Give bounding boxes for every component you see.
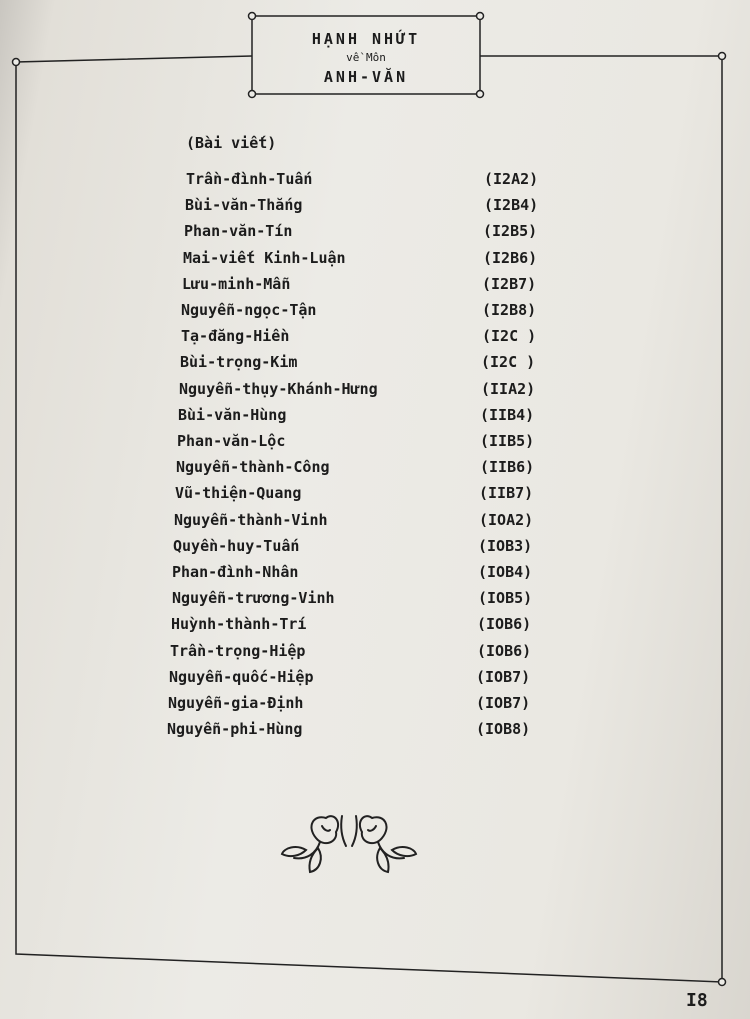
student-class: (I2C ) xyxy=(481,353,536,371)
title-line-1: HẠNH NHỨT xyxy=(311,30,421,48)
student-class: (IIB4) xyxy=(480,406,535,424)
student-class: (IIB6) xyxy=(480,458,535,476)
student-name: Nguyễn-thành-Vinh xyxy=(174,511,328,529)
student-name: Tạ-đăng-Hiền xyxy=(181,327,290,345)
student-class: (IIB7) xyxy=(479,484,534,502)
student-class: (IIA2) xyxy=(481,380,536,398)
student-class: (I2A2) xyxy=(484,170,539,188)
student-name: Nguyễn-ngọc-Tận xyxy=(181,301,317,319)
title-line-3: ANH-VĂN xyxy=(323,68,409,86)
student-class: (IOA2) xyxy=(479,511,534,529)
student-name: Bùi-văn-Thắng xyxy=(185,196,303,214)
title-box xyxy=(252,16,480,94)
student-name: Nguyễn-thành-Công xyxy=(176,458,330,476)
student-class: (I2C ) xyxy=(482,327,537,345)
student-name: Vũ-thiện-Quang xyxy=(175,484,302,502)
student-name: Nguyễn-quốc-Hiệp xyxy=(169,668,314,686)
student-class: (I2B5) xyxy=(483,222,538,240)
student-name: Lưu-minh-Mẫn xyxy=(182,275,291,293)
section-label: (Bài viết) xyxy=(186,134,277,152)
student-class: (I2B7) xyxy=(482,275,537,293)
student-name: Mai-viết Kinh-Luận xyxy=(183,249,346,267)
student-name: Bùi-trọng-Kim xyxy=(180,353,298,371)
student-class: (I2B8) xyxy=(482,301,537,319)
student-name: Trần-trọng-Hiệp xyxy=(170,642,306,660)
student-name: Phan-văn-Tín xyxy=(184,222,293,240)
student-class: (I2B4) xyxy=(484,196,539,214)
student-name: Quyền-huy-Tuấn xyxy=(173,537,300,555)
student-name: Huỳnh-thành-Trí xyxy=(171,615,307,633)
student-name: Nguyễn-phi-Hùng xyxy=(167,720,303,738)
student-class: (IOB6) xyxy=(477,642,532,660)
student-class: (IOB3) xyxy=(478,537,533,555)
student-class: (I2B6) xyxy=(483,249,538,267)
student-class: (IOB5) xyxy=(478,589,533,607)
student-name: Trần-đình-Tuấn xyxy=(186,170,313,188)
student-class: (IOB7) xyxy=(476,694,531,712)
student-name: Nguyễn-trương-Vinh xyxy=(172,589,335,607)
student-name: Nguyễn-thụy-Khánh-Hưng xyxy=(179,380,378,398)
student-class: (IOB7) xyxy=(476,668,531,686)
student-name: Phan-văn-Lộc xyxy=(177,432,286,450)
student-name: Nguyễn-gia-Định xyxy=(168,694,304,712)
student-class: (IOB4) xyxy=(478,563,533,581)
student-name: Bùi-văn-Hùng xyxy=(178,406,287,424)
student-name: Phan-đình-Nhân xyxy=(172,563,299,581)
title-line-2: về Môn xyxy=(346,51,386,64)
student-class: (IIB5) xyxy=(480,432,535,450)
floral-ornament-icon xyxy=(276,808,422,880)
student-class: (IOB6) xyxy=(477,615,532,633)
page-number: I8 xyxy=(686,990,708,1011)
student-class: (IOB8) xyxy=(476,720,531,738)
